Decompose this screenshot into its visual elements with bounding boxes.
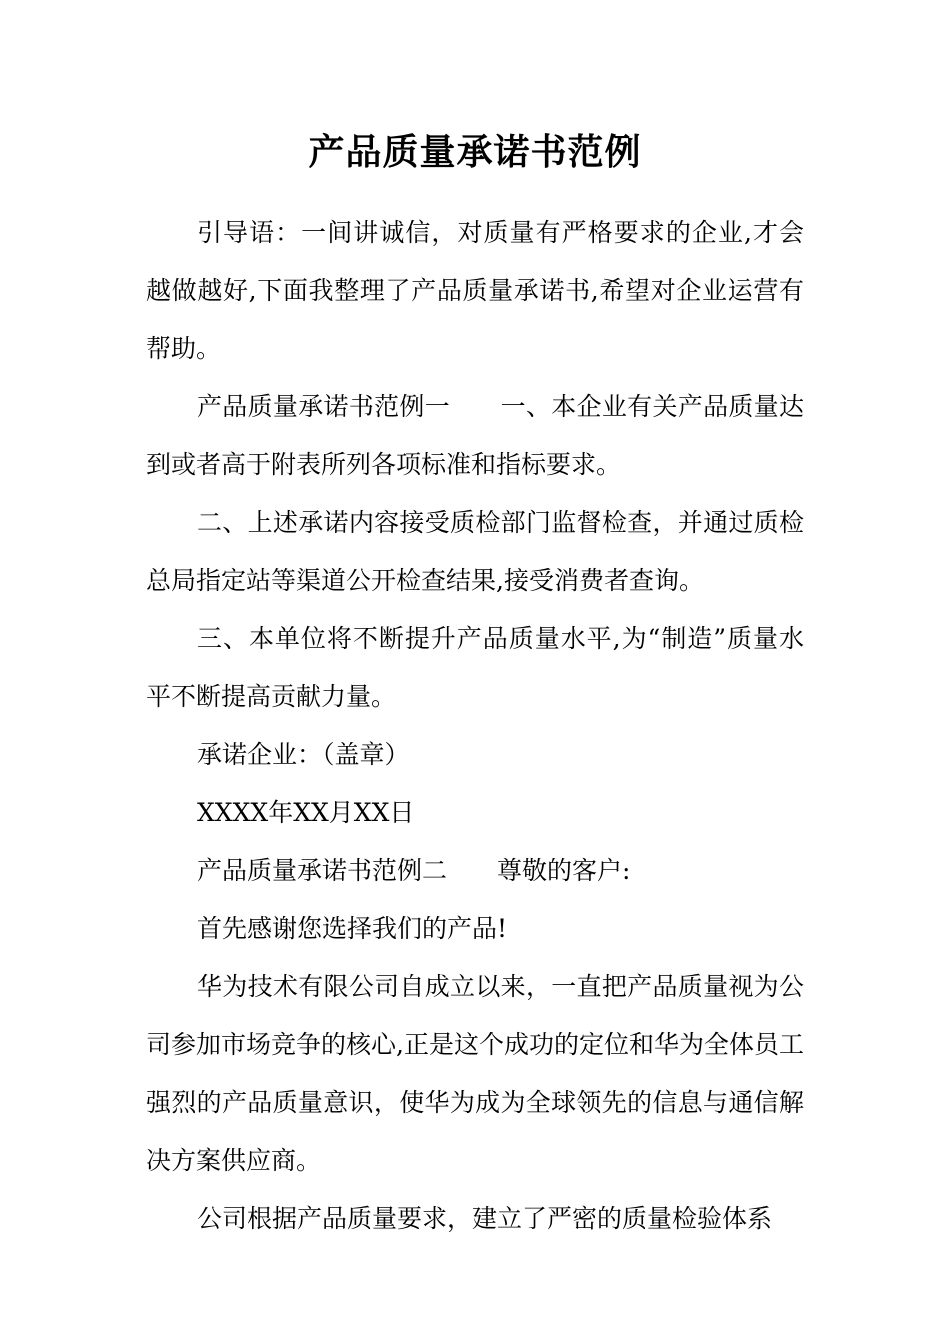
document-title: 产品质量承诺书范例 bbox=[308, 132, 642, 173]
paragraph-date: XXXX年XX月XX日 bbox=[197, 798, 415, 827]
paragraph-example-two: 产品质量承诺书范例二 尊敬的客户: bbox=[197, 856, 631, 885]
paragraph-thanks: 首先感谢您选择我们的产品! bbox=[197, 914, 508, 943]
paragraph-example-one: 产品质量承诺书范例一 一、本企业有关产品质量达到或者高于附表所列各项标准和指标要求。 bbox=[146, 392, 804, 479]
paragraph-quality-system: 公司根据产品质量要求，建立了严密的质量检验体系 bbox=[197, 1204, 773, 1233]
paragraph-item-three: 三、本单位将不断提升产品质量水平,为“制造”质量水平不断提高贡献力量。 bbox=[146, 624, 804, 711]
paragraph-signature: 承诺企业：（盖章） bbox=[197, 740, 410, 769]
paragraph-company-intro: 华为技术有限公司自成立以来，一直把产品质量视为公司参加市场竞争的核心,正是这个成功的定位和华为全体员工强烈的产品质量意识，使华为成为全球领先的信息与通信解决方案供应商。 bbox=[146, 972, 804, 1175]
paragraph-intro: 引导语：一间讲诚信，对质量有严格要求的企业,才会越做越好,下面我整理了产品质量承诺书,希望对企业运营有帮助。 bbox=[146, 218, 804, 363]
paragraph-item-two: 二、上述承诺内容接受质检部门监督检查，并通过质检总局指定站等渠道公开检查结果,接受消费者查询。 bbox=[146, 508, 804, 595]
